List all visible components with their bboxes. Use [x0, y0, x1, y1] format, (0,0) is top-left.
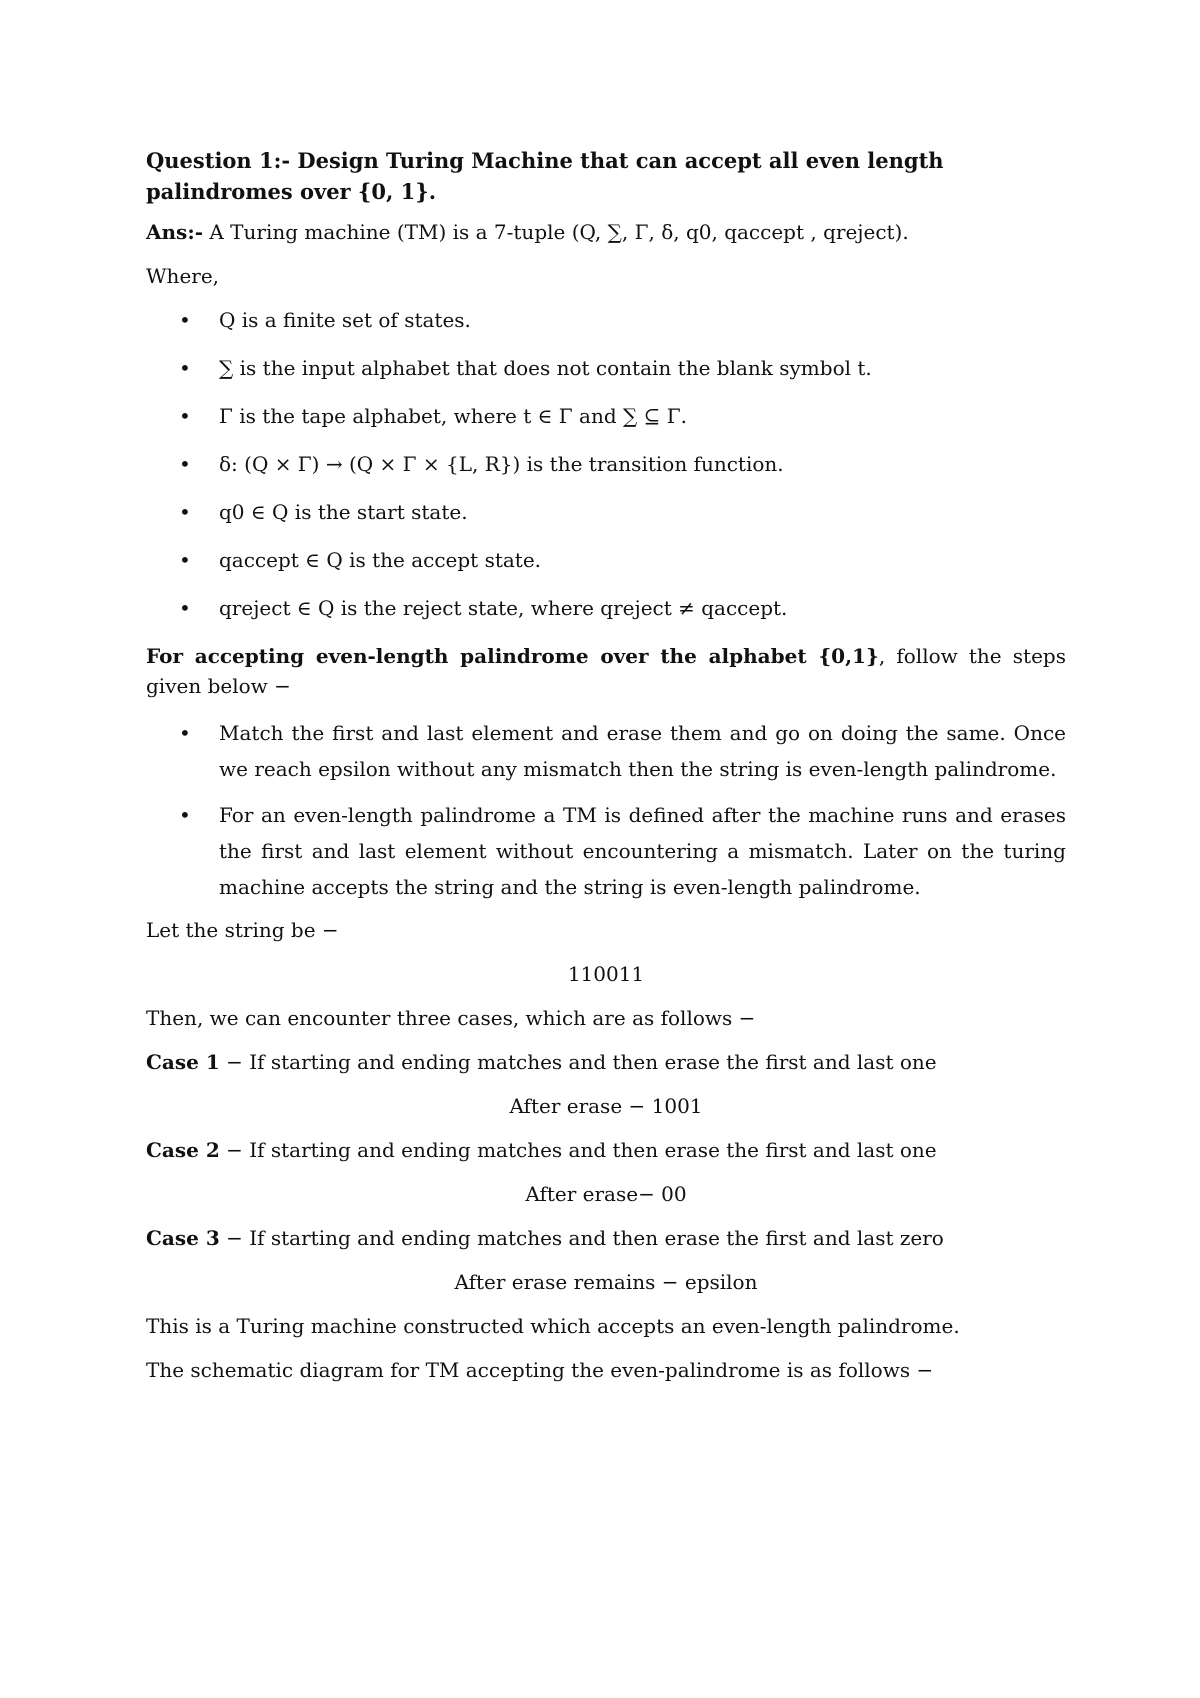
answer-text: A Turing machine (TM) is a 7-tuple (Q, ∑, Γ, δ, q0, qaccept , qreject).: [203, 220, 909, 244]
bullet-icon: •: [179, 596, 191, 620]
list-item: [146, 797, 1066, 905]
definitions-list: [146, 305, 1066, 623]
case-1: [146, 1047, 1066, 1077]
case-2: [146, 1135, 1066, 1165]
bullet-icon: •: [179, 500, 191, 524]
bullet-icon: •: [179, 803, 191, 827]
list-item: [146, 401, 1066, 431]
cases-intro: Then, we can encounter three cases, which are as follows −: [146, 1006, 756, 1030]
question-title: Question 1:- Design Turing Machine that can accept all even length palindromes over {0, 1}.: [146, 148, 944, 204]
case-3: [146, 1223, 1066, 1253]
answer-label: Ans:-: [146, 220, 204, 244]
schematic-intro: The schematic diagram for TM accepting the even-palindrome is as follows −: [146, 1358, 934, 1382]
case-label: Case 3: [146, 1226, 220, 1250]
case-1-result: After erase − 1001: [509, 1094, 703, 1118]
case-label: Case 1: [146, 1050, 220, 1074]
case-2-result: After erase− 00: [525, 1182, 687, 1206]
bullet-icon: •: [179, 721, 191, 745]
case-label: Case 2: [146, 1138, 220, 1162]
list-item-text: ∑ is the input alphabet that does not contain the blank symbol t.: [219, 356, 872, 380]
list-item: [146, 545, 1066, 575]
bullet-icon: •: [179, 548, 191, 572]
list-item-text: Match the first and last element and erase them and go on doing the same. Once we reach epsilon without any mismatch then the string is even-length palindrome.: [219, 721, 1066, 781]
bullet-icon: •: [179, 404, 191, 428]
case-text: − If starting and ending matches and then erase the first and last zero: [219, 1226, 944, 1250]
list-item: [146, 497, 1066, 527]
case-3-result: After erase remains − epsilon: [454, 1270, 758, 1294]
list-item: [146, 593, 1066, 623]
list-item-text: qaccept ∈ Q is the accept state.: [219, 548, 542, 572]
bullet-icon: •: [179, 308, 191, 332]
list-item: [146, 305, 1066, 335]
example-intro: Let the string be −: [146, 918, 339, 942]
document-body: [146, 145, 1066, 1399]
list-item-text: Q is a finite set of states.: [219, 308, 471, 332]
list-item: [146, 715, 1066, 787]
example-string: 110011: [567, 962, 645, 986]
conclusion: This is a Turing machine constructed which accepts an even-length palindrome.: [146, 1314, 960, 1338]
bullet-icon: •: [179, 356, 191, 380]
list-item-text: For an even-length palindrome a TM is defined after the machine runs and erases the first and last element without encountering a mismatch. Later on the turing machine accepts the string and the string is even-length palindrome.: [219, 803, 1066, 899]
intro-paragraph: [146, 641, 1066, 701]
answer-paragraph: [146, 217, 1066, 247]
steps-list: [146, 715, 1066, 905]
intro-bold: For accepting even-length palindrome over the alphabet {0,1}: [146, 644, 879, 668]
case-text: − If starting and ending matches and then erase the first and last one: [219, 1138, 937, 1162]
list-item: [146, 353, 1066, 383]
list-item: [146, 449, 1066, 479]
where-label: Where,: [146, 264, 220, 288]
list-item-text: Γ is the tape alphabet, where t ∈ Γ and ∑ ⊆ Γ.: [219, 404, 687, 428]
list-item-text: qreject ∈ Q is the reject state, where qreject ≠ qaccept.: [219, 596, 788, 620]
list-item-text: δ: (Q × Γ) → (Q × Γ × {L, R}) is the transition function.: [219, 452, 784, 476]
list-item-text: q0 ∈ Q is the start state.: [219, 500, 468, 524]
intro-rest: , follow the steps given below −: [146, 644, 1066, 698]
case-text: − If starting and ending matches and then erase the first and last one: [219, 1050, 937, 1074]
bullet-icon: •: [179, 452, 191, 476]
